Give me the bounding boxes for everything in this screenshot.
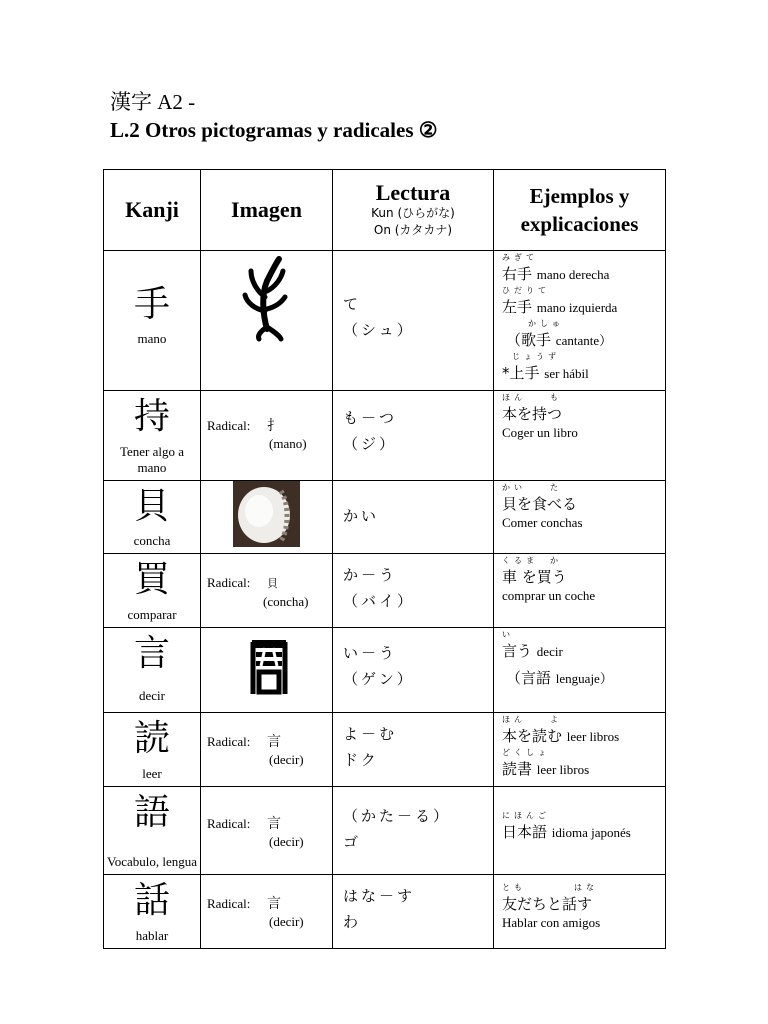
kanji-char: 貝 xyxy=(133,486,170,527)
table-row xyxy=(104,481,666,554)
radical-meaning: (decir) xyxy=(269,914,304,929)
reading-kun: はな－す xyxy=(343,887,416,905)
radical-label: Radical: xyxy=(207,418,251,433)
kanji-meaning: Tener algo a mano xyxy=(119,444,185,475)
example-line: とも はな 友だちと話す xyxy=(502,883,598,913)
kanji-char: 言 xyxy=(133,633,170,674)
reading-kun: も－つ xyxy=(343,409,398,427)
example-translation: Hablar con amigos xyxy=(502,915,601,930)
example-line: かい た 貝を食べる xyxy=(502,483,578,513)
radical-label: Radical: xyxy=(207,734,251,749)
reading-kun: か－う xyxy=(343,566,398,584)
kanji-meaning: concha xyxy=(133,533,171,548)
radical-label: Radical: xyxy=(207,575,251,590)
table-row xyxy=(104,391,666,481)
kanji-table xyxy=(103,169,666,949)
example-line: ほん よ 本を読む leer libros xyxy=(502,715,620,745)
example-line: ほん も 本を持つ xyxy=(502,393,563,423)
table-header-row xyxy=(104,170,666,251)
image-cell xyxy=(201,481,333,554)
radical-label: Radical: xyxy=(207,816,251,831)
kanji-char: 語 xyxy=(133,792,170,833)
kanji-meaning: hablar xyxy=(135,928,169,943)
image-cell xyxy=(201,251,333,391)
example-line: くるま か 車 を買う xyxy=(502,556,567,586)
radical-label: Radical: xyxy=(207,896,251,911)
reading-on: （ゲン） xyxy=(343,670,415,688)
reading-kun: て xyxy=(343,295,362,313)
reading-on: わ xyxy=(343,913,362,931)
reading-on: （シュ） xyxy=(343,321,415,339)
radical-meaning: (mano) xyxy=(269,436,307,451)
kanji-char: 手 xyxy=(133,284,170,325)
example-line: にほんご 日本語 idioma japonés xyxy=(502,811,631,841)
kanji-meaning: leer xyxy=(142,766,162,781)
reading-on: （バイ） xyxy=(343,592,416,610)
header-imagen: Imagen xyxy=(201,170,333,251)
example-translation: Comer conchas xyxy=(502,515,583,530)
example-translation: Coger un libro xyxy=(502,425,578,440)
table-row xyxy=(104,251,666,391)
radical-char: 言 xyxy=(267,734,281,750)
example-translation: comprar un coche xyxy=(502,588,596,603)
example-line: みぎて 右手 mano derecha xyxy=(502,253,610,283)
kanji-char: 読 xyxy=(133,718,170,759)
header-lectura: Lectura Kun (ひらがな) On (カタカナ) xyxy=(333,170,494,251)
kanji-meaning: Vocabulo, lengua xyxy=(106,854,198,869)
table-row xyxy=(104,787,666,875)
reading-on: （ジ） xyxy=(343,435,398,453)
kanji-char: 買 xyxy=(133,559,170,600)
mouth-pictogram-icon xyxy=(201,628,333,708)
example-line: ひだりて 左手 mano izquierda xyxy=(502,286,618,316)
reading-on: ゴ xyxy=(343,833,362,851)
example-line: かしゅ （歌手 cantante） xyxy=(506,319,613,349)
image-cell xyxy=(201,628,333,713)
table-row xyxy=(104,554,666,628)
table-row xyxy=(104,628,666,713)
radical-meaning: (decir) xyxy=(269,834,304,849)
kanji-meaning: comparar xyxy=(127,607,177,622)
table-row xyxy=(104,713,666,787)
example-line: どくしょ 読書 leer libros xyxy=(502,748,590,778)
example-line: じょうず *上手 ser hábil xyxy=(502,352,589,382)
kanji-meaning: mano xyxy=(137,331,167,346)
radical-meaning: (decir) xyxy=(269,752,304,767)
example-line: い 言う decir xyxy=(502,630,563,660)
radical-meaning: (concha) xyxy=(263,594,309,609)
table-row xyxy=(104,875,666,949)
reading-kun: よ－む xyxy=(343,725,398,743)
radical-char: 言 xyxy=(267,896,281,912)
example-line: （言語 lenguaje） xyxy=(506,669,613,687)
kanji-meaning: decir xyxy=(139,688,165,703)
document-title-line1: 漢字 A2 - xyxy=(110,90,196,114)
reading-kun: い－う xyxy=(343,644,398,662)
hand-pictogram-icon xyxy=(201,251,333,386)
header-ejemplos: Ejemplos y explicaciones xyxy=(494,170,666,251)
radical-char: 貝 xyxy=(267,577,278,590)
reading-kun: （かた－る） xyxy=(343,807,452,825)
shell-icon xyxy=(201,481,333,553)
radical-char: 言 xyxy=(267,816,281,832)
radical-char: 扌 xyxy=(267,418,281,434)
kanji-char: 話 xyxy=(133,880,170,921)
reading-on: ドク xyxy=(343,751,379,769)
document-title-line2: L.2 Otros pictogramas y radicales ② xyxy=(110,118,438,142)
header-kanji: Kanji xyxy=(104,170,201,251)
reading-kun: かい xyxy=(343,507,380,525)
kanji-char: 持 xyxy=(133,396,170,437)
